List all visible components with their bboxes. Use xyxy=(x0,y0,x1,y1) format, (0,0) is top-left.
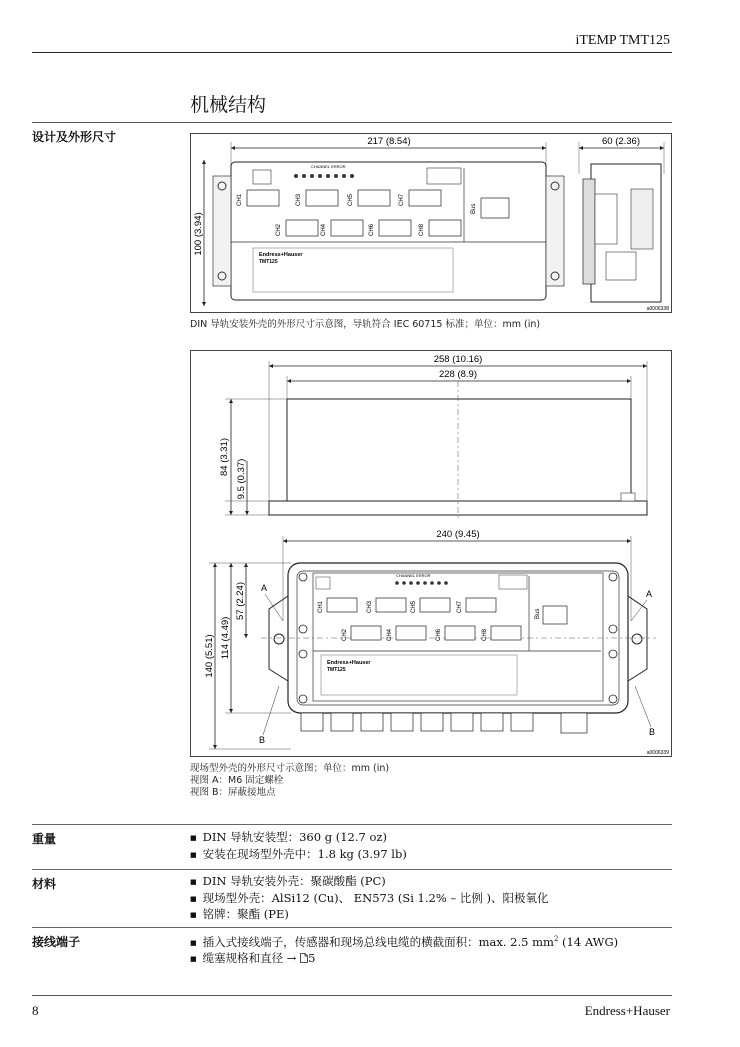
weight-rule xyxy=(32,824,672,825)
f2-bus-label: Bus xyxy=(535,608,541,619)
ch2-label: CH2 xyxy=(276,223,282,236)
view-b-right-label: B xyxy=(649,727,656,737)
fig2-caption-text: 现场型外壳的外形尺寸示意图；单位：mm (in) xyxy=(190,763,390,774)
fig2-note-b: 视图 B：屏蔽接地点 xyxy=(190,787,276,798)
weight-label: 重量 xyxy=(32,832,57,846)
ch3-label: CH3 xyxy=(296,193,302,206)
fig1-id: a0006338 xyxy=(646,306,669,312)
view-b-left-label: B xyxy=(259,735,266,745)
section-rule xyxy=(32,122,672,123)
nameplate-model: TMT125 xyxy=(259,259,278,265)
terminals-item-gland[interactable] xyxy=(190,951,618,968)
terminals-label: 接线端子 xyxy=(32,935,81,949)
ch1-label: CH1 xyxy=(237,193,243,206)
din-rail-drawing-svg xyxy=(191,134,671,312)
terminals-rule xyxy=(32,927,672,928)
material-rule xyxy=(32,869,672,870)
material-list xyxy=(190,874,548,924)
terminals-item2-text: 缆塞规格和直径 → xyxy=(202,951,301,966)
f2-ch3-label: CH3 xyxy=(367,600,373,613)
dim-57-label: 57 (2.24) xyxy=(235,581,246,621)
dim-height-label: 100 (3.94) xyxy=(193,212,204,256)
dim-228-label: 228 (8.9) xyxy=(438,369,478,380)
channel-error-label: CHANNEL ERROR xyxy=(311,164,346,169)
header-product-title: iTEMP TMT125 xyxy=(575,33,670,48)
dim-140-label: 140 (5.51) xyxy=(204,634,215,678)
field-housing-drawing-svg xyxy=(191,351,671,756)
dim-9-5-label: 9.5 (0.37) xyxy=(236,458,247,500)
footer-rule xyxy=(32,995,672,996)
channel-error-label-2: CHANNEL ERROR xyxy=(396,573,431,578)
design-label: 设计及外形尺寸 xyxy=(32,130,117,144)
fig2-note-a: 视图 A：M6 固定螺栓 xyxy=(190,775,284,786)
terminals-list xyxy=(190,932,618,968)
f2-ch8-label: CH8 xyxy=(482,628,488,641)
ch7-label: CH7 xyxy=(399,193,405,206)
ch8-label: CH8 xyxy=(419,223,425,236)
f2-ch6-label: CH6 xyxy=(436,628,442,641)
view-a-right-label: A xyxy=(646,589,653,599)
dim-240-label: 240 (9.45) xyxy=(436,529,480,540)
f2-ch2-label: CH2 xyxy=(342,628,348,641)
bus-label: Bus xyxy=(471,203,477,214)
ch6-label: CH6 xyxy=(369,223,375,236)
f2-ch1-label: CH1 xyxy=(318,600,324,613)
material-item-din: ■ DIN 导轨安装外壳：聚碳酸酯 (PC) xyxy=(190,874,548,891)
terminals-item1-post: (14 AWG) xyxy=(558,934,619,949)
terminals-item1-text: 插入式接线端子，传感器和现场总线电缆的横截面积：max. 2.5 mm xyxy=(202,934,554,949)
field-housing-drawing xyxy=(190,350,672,757)
page-ref-icon xyxy=(300,953,308,963)
ch5-label: CH5 xyxy=(348,193,354,206)
footer-brand: Endress+Hauser xyxy=(584,1003,670,1018)
ch4-label: CH4 xyxy=(321,223,327,236)
f2-nameplate-brand: Endress+Hauser xyxy=(327,660,371,666)
fig2-id: a0006339 xyxy=(646,750,669,756)
weight-list xyxy=(190,830,407,863)
dim-84-label: 84 (3.31) xyxy=(219,437,230,477)
terminals-item2-ref[interactable]: 5 xyxy=(308,951,316,966)
fig2-caption xyxy=(190,763,389,799)
terminals-item1-sup: 2 xyxy=(553,935,559,943)
view-a-left-label: A xyxy=(261,583,268,593)
din-rail-drawing xyxy=(190,133,672,313)
header-rule xyxy=(32,52,672,53)
section-title: 机械结构 xyxy=(190,94,267,116)
f2-ch4-label: CH4 xyxy=(387,628,393,641)
terminals-item-cross-section xyxy=(190,932,618,951)
material-item-nameplate: ■ 铭牌：聚酯 (PE) xyxy=(190,907,548,924)
dim-width-label: 217 (8.54) xyxy=(367,136,411,147)
f2-ch7-label: CH7 xyxy=(457,600,463,613)
dim-114-label: 114 (4.49) xyxy=(220,616,231,660)
fig1-caption: DIN 导轨安装外壳的外形尺寸示意图，导轨符合 IEC 60715 标准；单位：mm (in) xyxy=(190,319,541,330)
weight-item-din: ■ DIN 导轨安装型：360 g (12.7 oz) xyxy=(190,830,407,847)
nameplate-brand: Endress+Hauser xyxy=(259,252,303,258)
f2-ch5-label: CH5 xyxy=(411,600,417,613)
dim-258-label: 258 (10.16) xyxy=(433,354,483,365)
material-label: 材料 xyxy=(32,877,57,891)
material-item-field: ■ 现场型外壳：AlSi12 (Cu)、 EN573 (Si 1.2% – 比例 )、阳极氧化 xyxy=(190,891,548,908)
dim-side-label: 60 (2.36) xyxy=(601,136,641,147)
f2-nameplate-model: TMT125 xyxy=(327,667,346,673)
weight-item-field: ■ 安装在现场型外壳中：1.8 kg (3.97 lb) xyxy=(190,847,407,864)
page-number: 8 xyxy=(32,1003,39,1018)
